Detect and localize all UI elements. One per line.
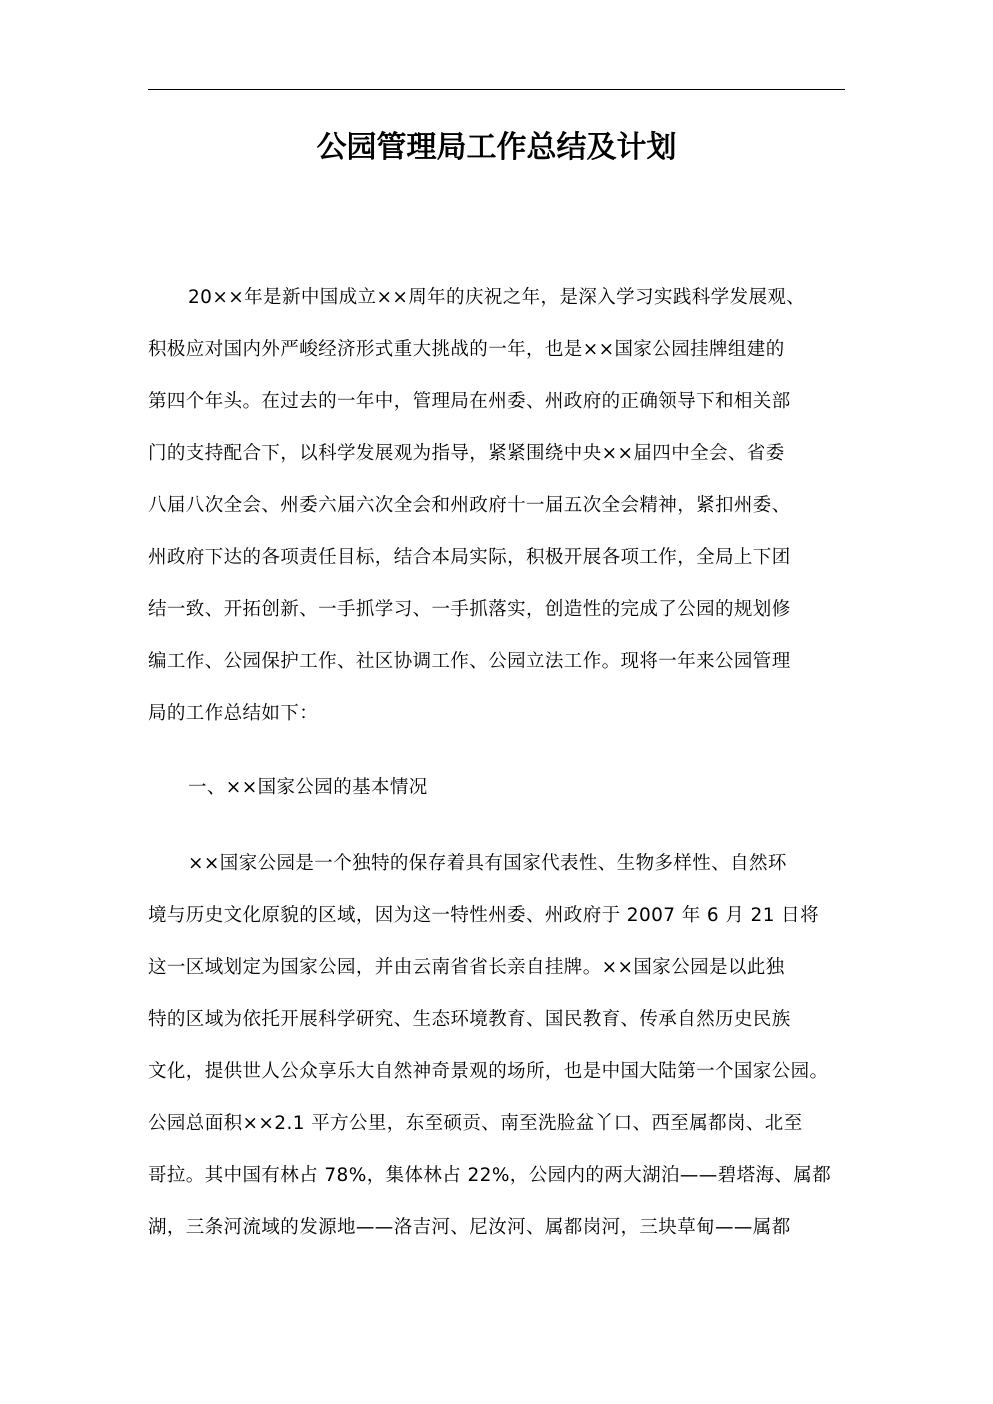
intro-line: 积极应对国内外严峻经济形式重大挑战的一年，也是××国家公园挂牌组建的 bbox=[148, 339, 785, 360]
section-heading: 一、××国家公园的基本情况 bbox=[188, 777, 428, 798]
section-line: 湖，三条河流域的发源地——洛吉河、尼汝河、属都岗河，三块草甸——属都 bbox=[148, 1217, 791, 1238]
intro-line: 局的工作总结如下： bbox=[148, 703, 319, 724]
section-line: 这一区域划定为国家公园，并由云南省省长亲自挂牌。××国家公园是以此独 bbox=[148, 957, 785, 978]
intro-line: 州政府下达的各项责任目标，结合本局实际，积极开展各项工作，全局上下团 bbox=[148, 547, 791, 568]
document-title: 公园管理局工作总结及计划 bbox=[316, 130, 677, 165]
header-rule bbox=[148, 89, 845, 90]
section-line: 哥拉。其中国有林占 78%，集体林占 22%，公园内的两大湖泊——碧塔海、属都 bbox=[148, 1165, 832, 1186]
section-line: 特的区域为依托开展科学研究、生态环境教育、国民教育、传承自然历史民族 bbox=[148, 1009, 791, 1030]
intro-line: 编工作、公园保护工作、社区协调工作、公园立法工作。现将一年来公园管理 bbox=[148, 651, 791, 672]
intro-line: 门的支持配合下，以科学发展观为指导，紧紧围绕中央××届四中全会、省委 bbox=[148, 443, 785, 464]
section-line: ××国家公园是一个独特的保存着具有国家代表性、生物多样性、自然环 bbox=[188, 853, 787, 874]
intro-line: 八届八次全会、州委六届六次全会和州政府十一届五次全会精神，紧扣州委、 bbox=[148, 495, 791, 516]
intro-line: 20××年是新中国成立××周年的庆祝之年，是深入学习实践科学发展观、 bbox=[188, 287, 806, 308]
section-line: 境与历史文化原貌的区域，因为这一特性州委、州政府于 2007 年 6 月 21 日将 bbox=[148, 905, 819, 926]
section-line: 文化，提供世人公众享乐大自然神奇景观的场所，也是中国大陆第一个国家公园。 bbox=[148, 1061, 829, 1082]
intro-line: 第四个年头。在过去的一年中，管理局在州委、州政府的正确领导下和相关部 bbox=[148, 391, 791, 412]
intro-line: 结一致、开拓创新、一手抓学习、一手抓落实，创造性的完成了公园的规划修 bbox=[148, 599, 791, 620]
section-line: 公园总面积××2.1 平方公里，东至硕贡、南至洗脸盆丫口、西至属都岗、北至 bbox=[148, 1113, 803, 1134]
